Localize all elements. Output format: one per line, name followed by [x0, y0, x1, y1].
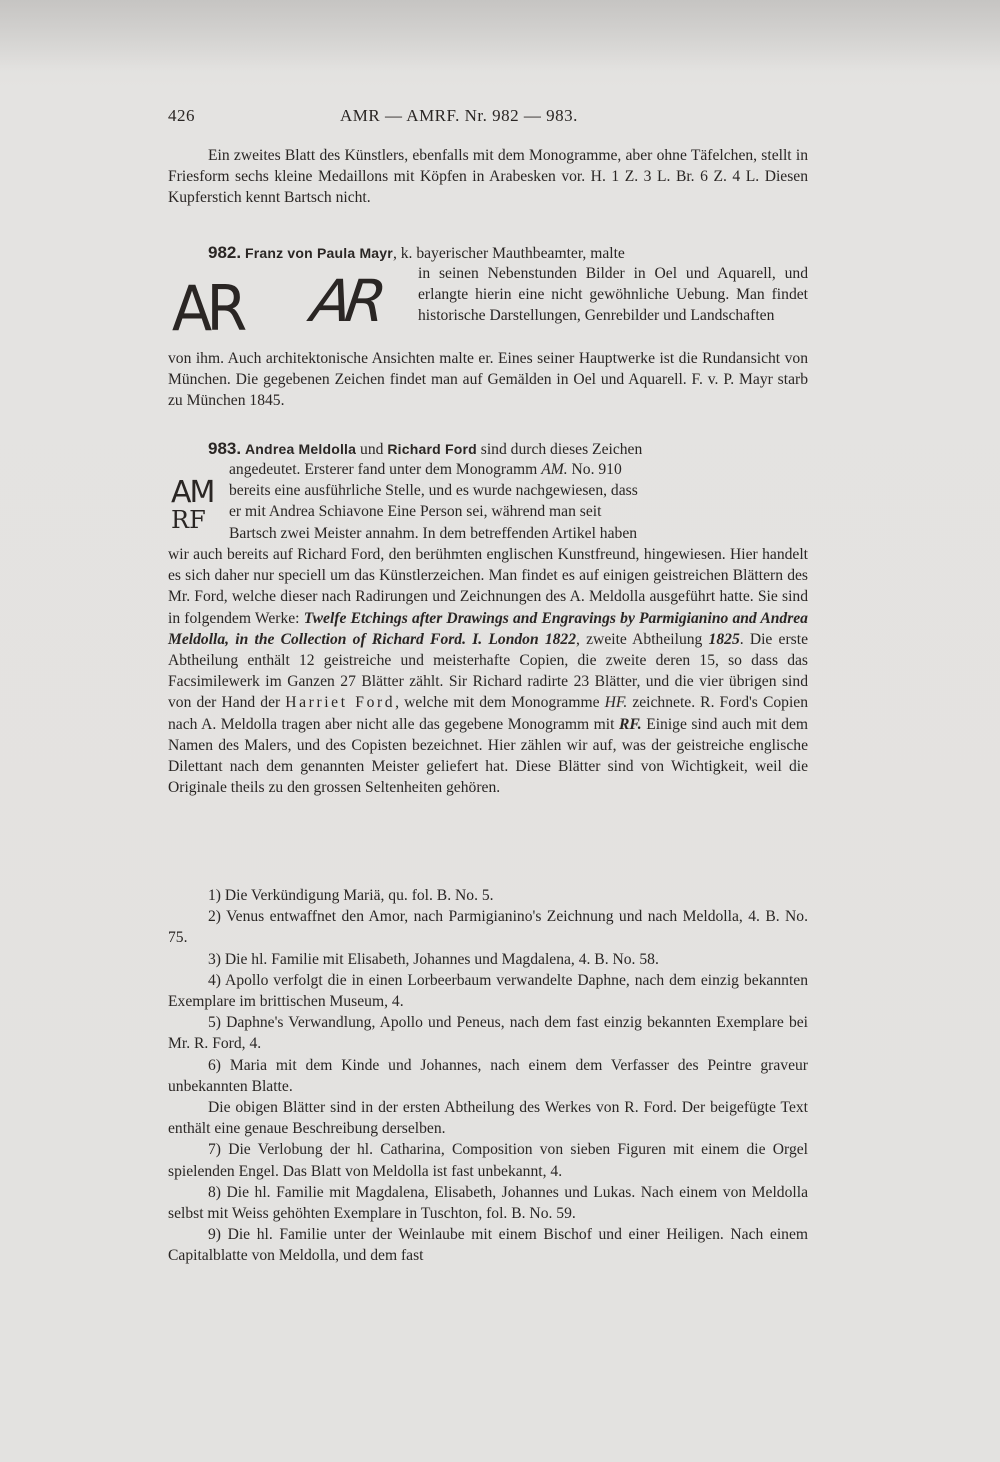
wrap-line-4: Bartsch zwei Meister annahm. In dem betreffenden Artikel haben	[229, 524, 638, 542]
wrap-line-2: bereits eine ausführliche Stelle, und es wurde nachgewiesen, dass	[229, 482, 638, 500]
artist-name-ford: Richard Ford	[387, 441, 477, 457]
entry-982-wrap	[418, 263, 808, 327]
scan-shadow	[0, 0, 1000, 70]
running-title: AMR — AMRF. Nr. 982 — 983.	[340, 106, 578, 125]
body-d: , welche mit dem Monogramme	[395, 694, 605, 712]
list-item: 1) Die Verkündigung Mariä, qu. fol. B. No. 5.	[208, 887, 494, 904]
entry-982-body-text: von ihm. Auch architektonische Ansichten malte er. Eines seiner Hauptwerke ist die Rundansicht von München. Die gegebenen Zeichen findet man auf Gemälden in Oel und Aquarell. F. v. P. Mayr starb zu München 1845.	[168, 350, 808, 410]
monogram-am: AM	[171, 475, 214, 510]
monogram-ar-1: AR	[171, 272, 242, 345]
wrap-line-3: er mit Andrea Schiavone Eine Person sei, während man seit	[229, 503, 602, 521]
body-e: zeichnete. R. Ford's Copien nach A. Meldolla tragen aber nicht alle das gegebene Monogramm mit	[168, 694, 808, 733]
list-note: Die obigen Blätter sind in der ersten Abtheilung des Werkes von R. Ford. Der beigefügte Text enthält eine genaue Beschreibung derselben.	[168, 1099, 808, 1138]
monogram-rf: RF	[171, 506, 206, 534]
list-item: 6) Maria mit dem Kinde und Johannes, nach einem dem Verfasser des Peintre graveur unbekannten Blatte.	[168, 1056, 808, 1095]
artist-name-meldolla: Andrea Meldolla	[245, 441, 357, 457]
wrap-line-1-end: No. 910	[567, 461, 622, 478]
list-item: 8) Die hl. Familie mit Magdalena, Elisabeth, Johannes und Lukas. Nach einem von Meldolla selbst mit Weiss gehöhten Exemplare in Tuschton, fol. B. No. 59.	[168, 1183, 808, 1223]
entry-983-body	[168, 544, 808, 798]
entry-number-982: 982.	[208, 243, 242, 262]
monogram-ref-hf: HF.	[604, 694, 628, 712]
list-item: 2) Venus entwaffnet den Amor, nach Parmigianino's Zeichnung und nach Meldolla, 4. B. No. 75.	[168, 908, 808, 947]
list-item: 3) Die hl. Familie mit Elisabeth, Johannes und Magdalena, 4. B. No. 58.	[208, 950, 659, 968]
list-item: 5) Daphne's Verwandlung, Apollo und Peneus, nach dem fast einzig bekannten Exemplare bei Mr. R. Ford, 4.	[168, 1014, 808, 1053]
monogram-ref-rf: RF.	[618, 715, 642, 733]
year-1825: 1825	[708, 630, 740, 648]
entry-983-wrap	[229, 459, 808, 544]
monogram-ref-am: AM.	[541, 461, 568, 478]
artist-name-mayr: Franz von Paula Mayr	[245, 245, 393, 261]
intro-text: Ein zweites Blatt des Künstlers, ebenfalls mit dem Monogramme, aber ohne Täfelchen, stellt in Friesform sechs kleine Medaillons mit Köpfen in Arabesken vor. H. 1 Z. 3 L. Br. 6 Z. 4 L. Diesen Kupferstich kennt Bartsch nicht.	[168, 147, 808, 207]
entry-983-first-line: sind durch dieses Zeichen	[476, 441, 643, 458]
body-b: , zweite Abtheilung	[576, 630, 709, 648]
conjunction: und	[356, 441, 388, 458]
book-title: Twelfe Etchings after Drawings and Engravings by Parmigianino and Andrea Meldolla, in the Collection of Richard Ford. I. London 1822	[168, 609, 808, 648]
body-c: . Die erste Abtheilung enthält 12 geistreiche und meisterhafte Copien, die zweite deren 15, so dass das Facsimilewerk im Ganzen 27 Blätter zählt. Sir Richard radirte 23 Blätter, und die vier übrigen sind von der Hand der	[168, 630, 808, 712]
entry-983-heading	[168, 438, 808, 460]
intro-paragraph	[168, 145, 808, 209]
page-number: 426	[168, 106, 195, 125]
entry-982-body	[168, 348, 808, 412]
works-list	[168, 885, 808, 1267]
list-item: 7) Die Verlobung der hl. Catharina, Composition von sieben Figuren mit einem die Orgel spielenden Engel. Das Blatt von Meldolla ist fast unbekannt, 4.	[168, 1141, 808, 1180]
entry-982-wrap-text: in seinen Nebenstunden Bilder in Oel und Aquarell, und erlangte hierin eine nicht gewöhnliche Uebung. Man findet historische Darstellungen, Genrebilder und Landschaften	[418, 265, 808, 325]
running-header	[168, 106, 808, 132]
body-a: wir auch bereits auf Richard Ford, den berühmten englischen Kunstfreund, hingewiesen. Hier handelt es sich daher nur speciell um das Künstlerzeichen. Man findet es auf einigen geistreichen Blättern des Mr. Ford, welche dieser nach Radirungen und Zeichnungen des A. Meldolla ausgeführt hatte. Sie sind in folgendem Werke:	[168, 546, 808, 627]
body-f: Einige sind auch mit dem Namen des Malers, und des Copisten bezeichnet. Hier zählen wir auf, was der geistreiche englische Dilettant nach dem genannten Meister geliefert hat. Diese Blätter sind von Wichtigkeit, weil die Originale theils zu den grossen Seltenheiten gehören.	[168, 715, 808, 797]
entry-982-first-line: , k. bayerischer Mauthbeamter, malte	[392, 245, 625, 262]
entry-982-heading	[168, 242, 808, 264]
name-harriet-ford: Harriet Ford	[285, 694, 396, 712]
entry-number-983: 983.	[208, 439, 242, 458]
wrap-line-1: angedeutet. Ersterer fand unter dem Monogramm	[229, 461, 542, 478]
monogram-ar-2: AR	[307, 267, 385, 335]
list-item: 9) Die hl. Familie unter der Weinlaube mit einem Bischof und einer Heiligen. Nach einem Capitalblatte von Meldolla, und dem fast	[168, 1226, 808, 1265]
list-item: 4) Apollo verfolgt die in einen Lorbeerbaum verwandelte Daphne, nach dem einzig bekannten Exemplare im brittischen Museum, 4.	[168, 971, 808, 1011]
